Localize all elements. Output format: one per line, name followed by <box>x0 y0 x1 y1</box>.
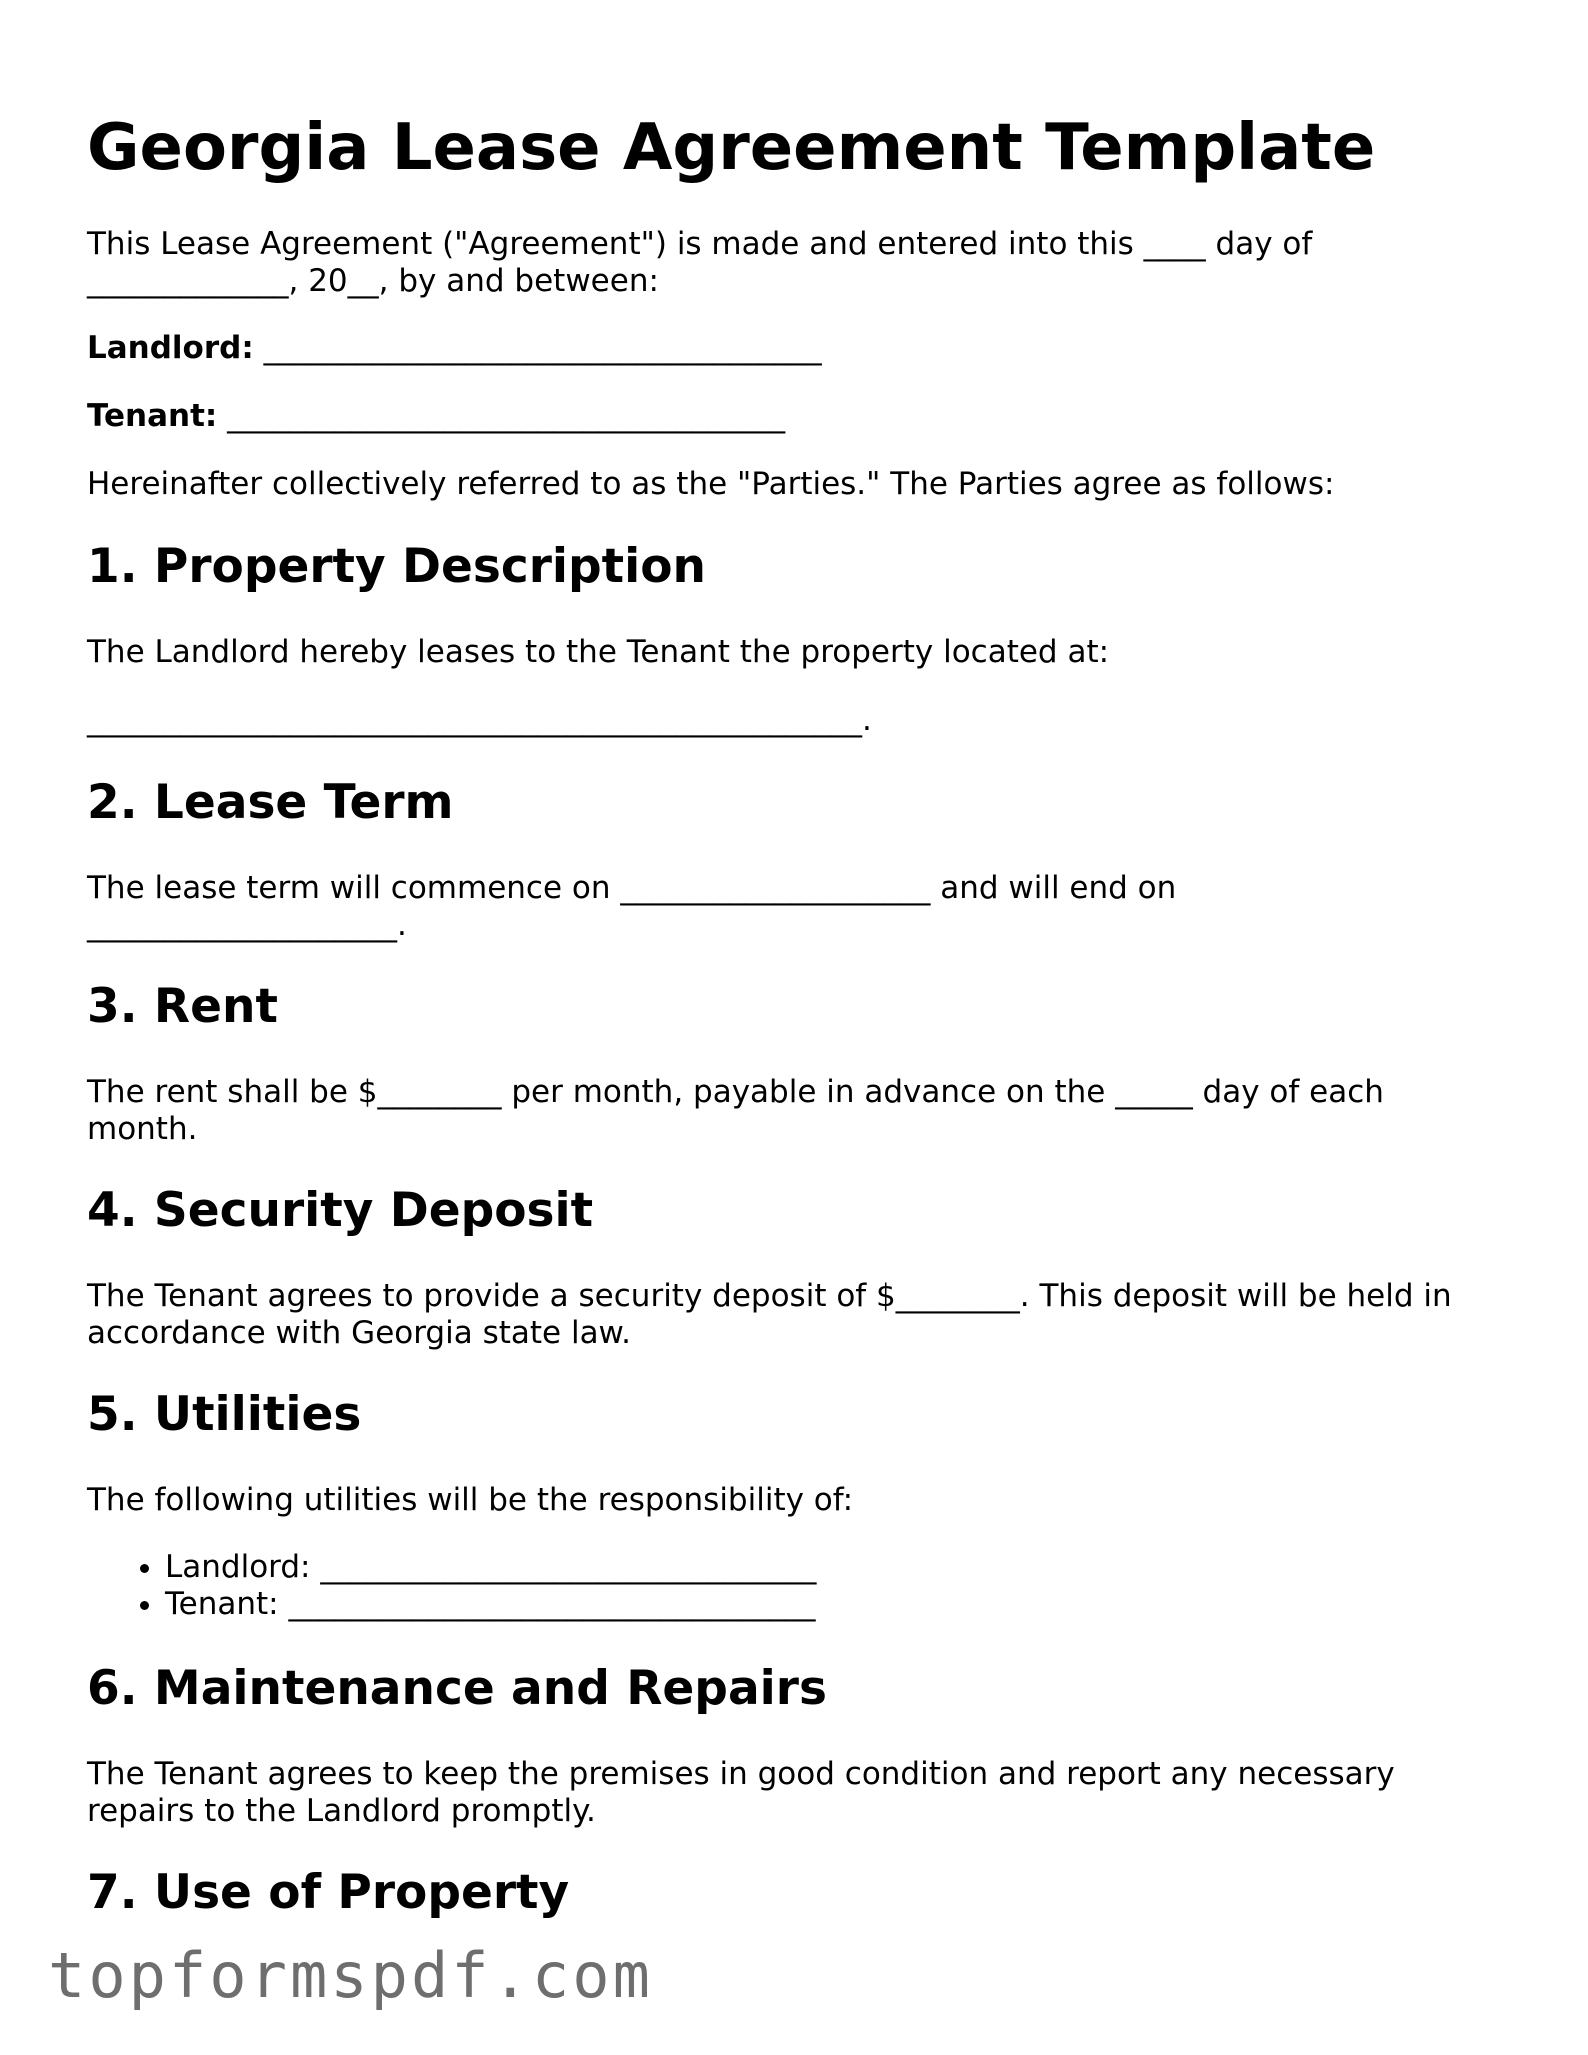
section-heading: 4. Security Deposit <box>87 1183 594 1238</box>
parties-paragraph: Hereinafter collectively referred to as the "Parties." The Parties agree as follows: <box>87 466 1335 502</box>
section-heading: 1. Property Description <box>87 539 706 594</box>
watermark: topformspdf.com <box>48 1939 653 2012</box>
list-item: • Tenant: __________________________________ <box>165 1586 1465 1623</box>
landlord-label: Landlord: <box>87 330 254 366</box>
section-heading: 7. Use of Property <box>87 1865 570 1920</box>
tenant-line <box>87 398 1507 435</box>
section-text: The rent shall be $________ per month, payable in advance on the _____ day of each month. <box>87 1074 1394 1147</box>
list-item: • Landlord: ________________________________ <box>165 1549 1465 1586</box>
landlord-line <box>87 330 1507 367</box>
section-text: The Landlord hereby leases to the Tenant the property located at: <box>87 634 1110 670</box>
landlord-blank: ____________________________________ <box>253 330 822 366</box>
section-text: The lease term will commence on ____________________ and will end on ____________________. <box>87 870 1187 943</box>
tenant-label: Tenant: <box>87 398 218 434</box>
section-text: The Tenant agrees to provide a security deposit of $________. This deposit will be held in accordance with Georgia state law. <box>87 1278 1462 1351</box>
section-heading: 6. Maintenance and Repairs <box>87 1661 827 1716</box>
section-heading: 5. Utilities <box>87 1387 362 1442</box>
intro-paragraph: This Lease Agreement ("Agreement") is made and entered into this ____ day of _____________, 20__, by and between: <box>87 226 1323 299</box>
section-heading: 3. Rent <box>87 979 278 1034</box>
tenant-blank: ____________________________________ <box>217 398 786 434</box>
address-blank: __________________________________________________. <box>87 702 872 738</box>
section-text: The Tenant agrees to keep the premises in good condition and report any necessary repairs to the Landlord promptly. <box>87 1756 1405 1829</box>
utilities-list <box>87 1549 1465 1623</box>
section-text: The following utilities will be the responsibility of: <box>87 1482 854 1518</box>
document-title: Georgia Lease Agreement Template <box>87 111 1376 185</box>
section-heading: 2. Lease Term <box>87 775 454 830</box>
